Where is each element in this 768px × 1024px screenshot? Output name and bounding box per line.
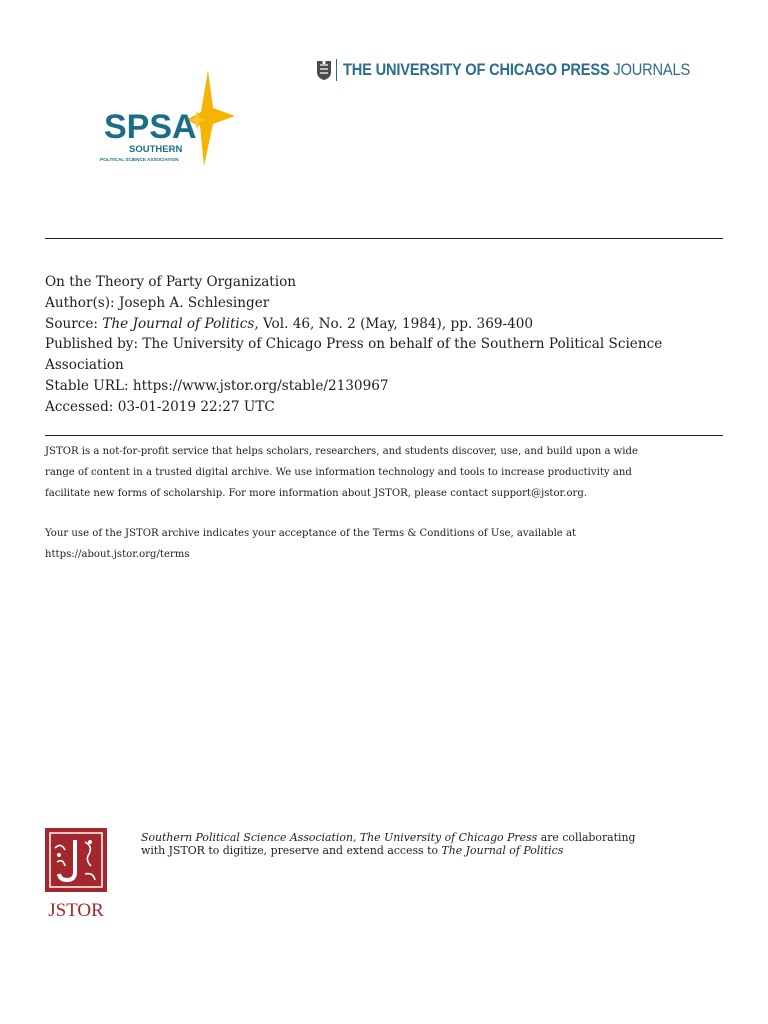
jstor-notice [45,441,735,504]
jstor-logo [45,828,109,920]
source-line [45,314,735,335]
author-line [45,293,735,314]
footer-partners: Southern Political Science Association, The University of Chicago Press [141,831,538,844]
header-separator [336,59,337,81]
article-title: On the Theory of Party Organization [45,274,297,290]
ucp-crest-icon [316,59,332,81]
stable-url-line [45,376,735,397]
footer-line-2 [141,845,701,858]
published-line [45,334,735,376]
footer-line2-start: with JSTOR to digitize, preserve and extend access to [141,843,442,857]
published-label: Published by: [45,336,139,353]
divider-top [45,238,723,239]
notice-line-3: facilitate new forms of scholarship. For more information about JSTOR, please contact support@jstor.org. [45,488,588,499]
terms-line-1: Your use of the JSTOR archive indicates your acceptance of the Terms & Conditions of Use, available at [45,528,577,539]
spsa-logo [100,70,240,170]
publisher-header [316,58,747,82]
publisher-name-main: THE UNIVERSITY OF CHICAGO PRESS [343,60,610,79]
stable-url-label: Stable URL: [45,377,129,394]
notice-line-2: range of content in a trusted digital archive. We use information technology and tools to increase productivity and [45,467,632,478]
publisher-text: The University of Chicago Press on behalf of the Southern Political Science Association [45,336,663,374]
footer-mid: are collaborating [537,831,636,844]
collaboration-notice [141,832,701,857]
publisher-name-journals: JOURNALS [613,60,691,79]
jstor-wordmark: JSTOR [48,900,104,920]
journal-name: The Journal of Politics [102,315,255,332]
author-label: Author(s): [45,294,115,311]
footer-journal: The Journal of Politics [441,843,564,857]
spsa-subtitle-2: POLITICAL SCIENCE ASSOCIATION [100,157,179,162]
publisher-name [343,60,690,80]
divider-middle [45,435,723,436]
notice-line-1: JSTOR is a not-for-profit service that helps scholars, researchers, and students discover, use, and build upon a wide [45,446,638,457]
accessed-date: 03-01-2019 22:27 UTC [117,398,275,415]
accessed-line [45,397,735,418]
source-label: Source: [45,315,98,332]
stable-url-link[interactable]: https://www.jstor.org/stable/2130967 [132,377,389,394]
source-details: , Vol. 46, No. 2 (May, 1984), pp. 369-400 [254,315,534,332]
author-name: Joseph A. Schlesinger [118,294,270,311]
citation-block [45,272,735,418]
accessed-label: Accessed: [45,398,114,415]
terms-url-link[interactable]: https://about.jstor.org/terms [45,549,190,560]
spsa-subtitle-1: SOUTHERN [129,144,183,155]
terms-notice [45,523,735,565]
spsa-wordmark: SPSA [104,108,197,146]
